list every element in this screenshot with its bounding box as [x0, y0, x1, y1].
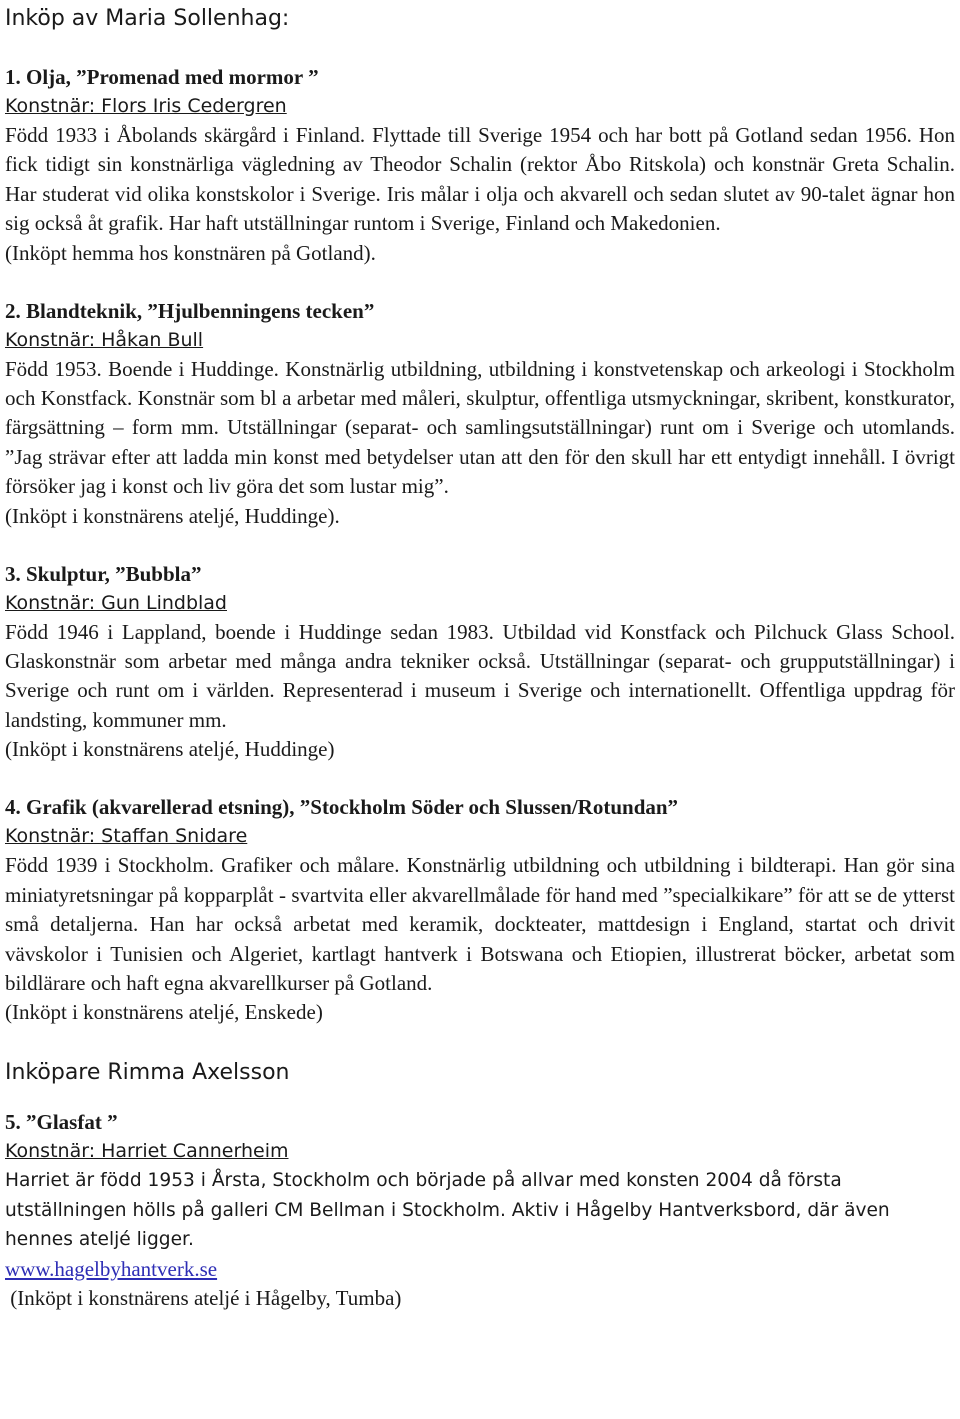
document-title: Inköp av Maria Sollenhag: — [5, 6, 290, 31]
artist-website-link[interactable]: www.hagelbyhantverk.se — [5, 1256, 218, 1281]
purchase-note: (Inköpt i konstnärens ateljé, Enskede) — [5, 1000, 323, 1025]
artwork-title: 3. Skulptur, ”Bubbla” — [5, 561, 202, 586]
artist-name: Konstnär: Håkan Bull — [5, 328, 204, 351]
purchase-note: (Inköpt hemma hos konstnären på Gotland). — [5, 240, 376, 265]
document-page — [5, 0, 955, 1313]
artist-name: Konstnär: Gun Lindblad — [5, 591, 227, 614]
artwork-item-5 — [5, 1108, 955, 1312]
buyer-heading: Inköpare Rimma Axelsson — [5, 1060, 290, 1086]
artwork-item-3 — [5, 560, 955, 765]
artwork-title: 5. ”Glasfat ” — [5, 1110, 118, 1135]
artist-bio: Född 1953. Boende i Huddinge. Konstnärlig utbildning, utbildning i konstvetenskap och arkeologi i Stockholm och Konstfack. Konstnär som bl a arbetar med måleri, skulptur, offentliga utsmyckningar, skribent, konstkurator, färgsättning – form mm. Utställningar (separat- och samlingsutställningar) runt om i Sverige och utomlands. ”Jag strävar efter att ladda min konst med betydelser utan att den för den skull har ett entydigt innehåll. I övrigt försöker jag i konst och liv göra det som lustar mig”. — [5, 356, 955, 499]
artwork-item-2 — [5, 297, 955, 531]
artist-bio: Född 1939 i Stockholm. Grafiker och målare. Konstnärlig utbildning och utbildning i bildterapi. Han gör sina miniatyretsningar på kopparplåt - svartvita eller akvarellmålade för hand med ”specialkikare” för att se de ytterst små detaljerna. Han har också arbetat med keramik, dockteater, mattdesign i England, startat och drivit vävskolor i Tunisien och Algeriet, kartlagt hantverk i Botswana och Etiopien, illustrerat böcker, arbetat som bildlärare och haft egna akvarellkurser på Gotland. — [5, 853, 955, 995]
purchase-note: (Inköpt i konstnärens ateljé i Hågelby, Tumba) — [5, 1285, 402, 1310]
purchase-note: (Inköpt i konstnärens ateljé, Huddinge) — [5, 737, 335, 762]
artist-name: Konstnär: Staffan Snidare — [5, 825, 248, 848]
artwork-title: 4. Grafik (akvarellerad etsning), ”Stockholm Söder och Slussen/Rotundan” — [5, 795, 679, 820]
purchase-note: (Inköpt i konstnärens ateljé, Huddinge). — [5, 503, 340, 528]
artwork-title: 1. Olja, ”Promenad med mormor ” — [5, 65, 319, 89]
artwork-title: 2. Blandteknik, ”Hjulbenningens tecken” — [5, 298, 375, 323]
artwork-item-4 — [5, 793, 955, 1027]
artist-name: Konstnär: Flors Iris Cedergren — [5, 95, 287, 117]
artist-name: Konstnär: Harriet Cannerheim — [5, 1140, 289, 1163]
artist-bio: Född 1933 i Åbolands skärgård i Finland. Flyttade till Sverige 1954 och har bott på Gotland sedan 1956. Hon fick tidigt sin konstnärliga vägledning av Theodor Schalin (rektor Åbo Ritskola) och konstnär Greta Schalin. Har studerat vid olika konstskolor i Sverige. Iris målar i olja och akvarell och sedan slutet av 90-talet ägnar hon sig också åt grafik. Har haft utställningar runtom i Sverige, Finland och Makedonien. — [5, 123, 955, 236]
artist-bio: Född 1946 i Lappland, boende i Huddinge sedan 1983. Utbildad vid Konstfack och Pilchuck Glass School. Glaskonstnär som arbetar med många andra tekniker också. Utställningar (separat- och grupputställningar) i Sverige och runt om i världen. Representerad i museum i Sverige och internationellt. Offentliga uppdrag för landsting, kommuner mm. — [5, 619, 955, 732]
artwork-item-1 — [5, 63, 955, 268]
artist-bio: Harriet är född 1953 i Årsta, Stockholm och började på allvar med konsten 2004 då första utställningen hölls på galleri CM Bellman i Stockholm. Aktiv i Hågelby Hantverksbord, där även hennes ateljé ligger. — [5, 1170, 890, 1251]
